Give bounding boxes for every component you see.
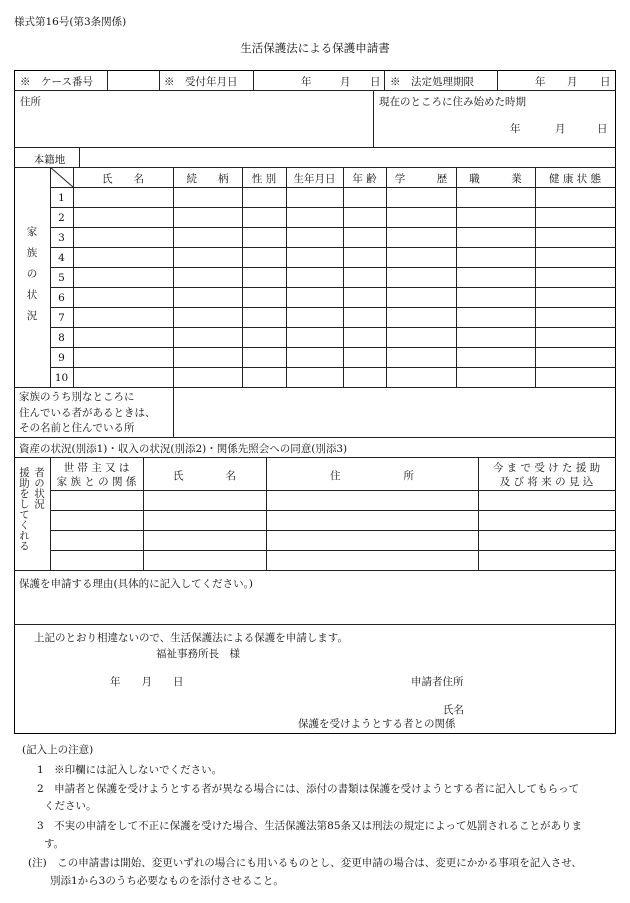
header-relation: 続 柄	[186, 173, 229, 185]
received-date-label: ※ 受付年月日	[164, 76, 238, 88]
header-name: 氏 名	[102, 173, 144, 185]
applicant-name-label: 氏名	[443, 704, 464, 716]
month-label: 月	[567, 76, 578, 88]
note-chu-cont: 別添1から3のうち必要なものを添付させること。	[50, 875, 284, 887]
residence-since-label: 現在のところに住み始めた時期	[379, 96, 526, 108]
row-number: 5	[58, 272, 65, 284]
header-education: 学 歴	[394, 173, 448, 185]
row-number: 10	[54, 372, 69, 384]
header-health: 健 康 状 態	[548, 173, 601, 185]
note-2: 2 申請者と保護を受けようとする者が異なる場合には、添付の書類は保護を受けようとする者に記入してもらって	[37, 783, 580, 795]
case-number-label: ※ ケース番号	[20, 76, 93, 88]
row-number: 3	[58, 232, 65, 244]
note-3-cont: す。	[44, 838, 65, 850]
row-number: 8	[58, 332, 65, 344]
page-title: 生活保護法による保護申請書	[240, 41, 390, 55]
header-occupation: 職 業	[469, 173, 522, 185]
day-label: 日	[600, 76, 611, 88]
applicant-address-label: 申請者住所	[411, 676, 464, 688]
reason-label: 保護を申請する理由(具体的に記入してください。)	[19, 578, 253, 590]
header-household-relation: 世 帯 主 又 は 家 族 と の 関 係	[56, 462, 137, 488]
month-label: 月	[555, 123, 566, 135]
relation-label: 保護を受けようとする者との関係	[298, 718, 456, 730]
address-label: 住所	[20, 96, 41, 108]
header-age: 年 齢	[352, 173, 377, 185]
row-number: 1	[58, 192, 65, 204]
header-diagonal	[50, 167, 74, 188]
deadline-label: ※ 法定処理期限	[390, 76, 474, 88]
honseki-label: 本籍地	[33, 154, 66, 166]
support-side-label-2: 者の状況	[33, 467, 45, 509]
application-date: 年 月 日	[110, 676, 184, 688]
year-label: 年	[301, 76, 312, 88]
form-number: 様式第16号(第3条関係)	[14, 16, 127, 28]
row-number: 4	[58, 252, 65, 264]
row-number: 7	[58, 312, 65, 324]
row-number: 6	[58, 292, 65, 304]
row-number: 9	[58, 352, 65, 364]
month-label: 月	[340, 76, 351, 88]
header-support-name: 氏 名	[173, 470, 236, 482]
year-label: 年	[510, 123, 521, 135]
declaration-text: 上記のとおり相違ないので、生活保護法による保護を申請します。	[34, 632, 348, 644]
header-support-address: 住 所	[330, 470, 414, 482]
separate-residence-label: 家族のうち別なところに 住んでいる者があるときは、 その名前と住んでいる所	[19, 391, 156, 434]
assets-income-consent-label: 資産の状況(別添1)・収入の状況(別添2)・関係先照会への同意(別添3)	[19, 443, 348, 455]
support-side-label-1: 援助をしてくれる	[18, 467, 30, 551]
header-support-history: 今 ま で 受 け た 援 助 及 び 将 来 の 見 込	[492, 462, 601, 488]
notes-title: (記入上の注意)	[22, 744, 94, 756]
day-label: 日	[370, 76, 381, 88]
header-birthdate: 生年月日	[293, 173, 336, 185]
note-2-cont: ください。	[44, 800, 97, 812]
row-number: 2	[58, 212, 65, 224]
year-label: 年	[535, 76, 546, 88]
note-3: 3 不実の申請をして不正に保護を受けた場合、生活保護法第85条又は刑法の規定によって処罰されることがありま	[37, 820, 583, 832]
header-sex: 性 別	[251, 173, 277, 185]
note-1: 1 ※印欄には記入しないでください。	[37, 764, 223, 776]
addressee: 福祉事務所長 様	[156, 648, 240, 660]
note-chu: (注) この申請書は開始、変更いずれの場合にも用いるものとし、変更申請の場合は、変更にかかる事項を記入させ、	[28, 857, 582, 869]
day-label: 日	[597, 123, 608, 135]
family-side-label: 家 族 の 状 況	[26, 226, 38, 322]
